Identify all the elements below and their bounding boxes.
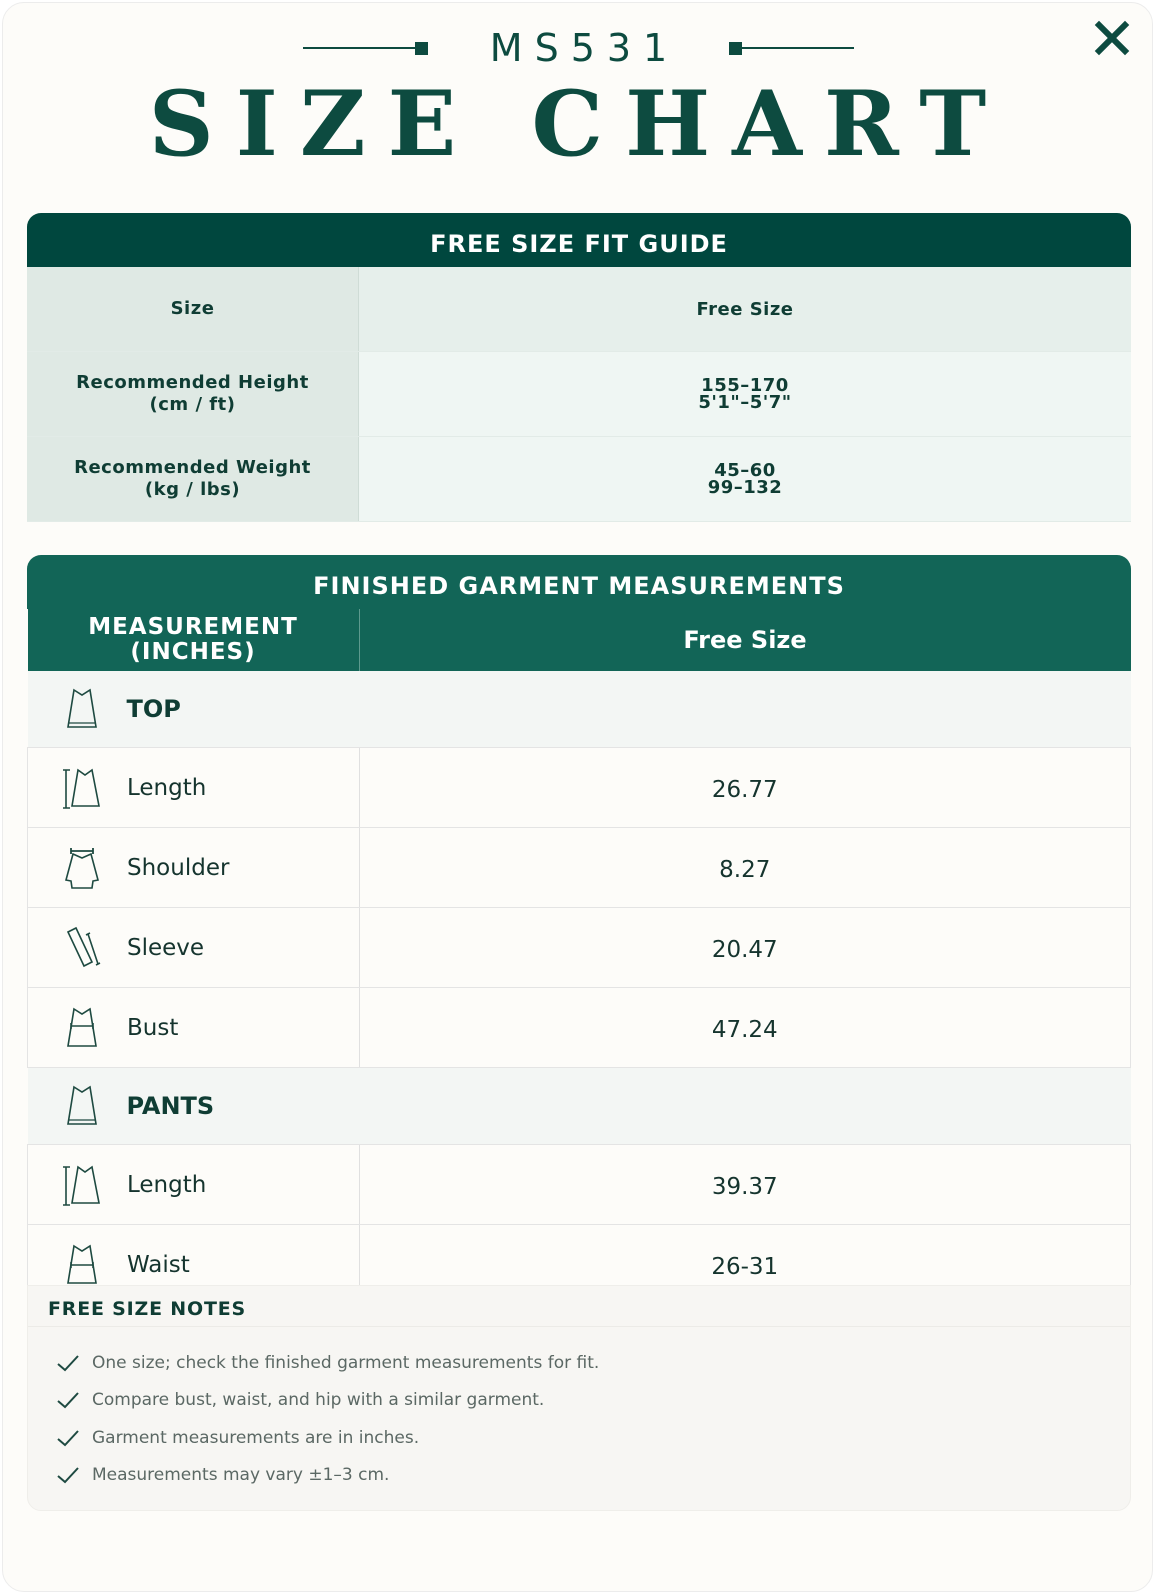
table-row [28, 1145, 1131, 1225]
measurement-value: 26.77 [359, 748, 1131, 828]
notes-divider [28, 1326, 1130, 1327]
measurement-value: 8.27 [359, 828, 1131, 908]
check-icon [56, 1428, 80, 1448]
fit-guide-table [27, 267, 1131, 522]
table-row [28, 748, 1131, 828]
left-deco-line [303, 42, 428, 55]
check-icon [56, 1390, 80, 1410]
fit-row-size [27, 267, 1131, 352]
fit-value: Free Size [359, 267, 1132, 352]
fit-guide-heading: FREE SIZE FIT GUIDE [27, 213, 1131, 267]
model-row [3, 25, 1153, 71]
check-icon [56, 1465, 80, 1485]
fit-value: 45–60 99–132 [359, 437, 1132, 522]
measurement-label: Sleeve [127, 934, 205, 961]
bust-icon [62, 1006, 102, 1050]
model-code: MS531 [489, 26, 680, 70]
notes-heading: FREE SIZE NOTES [48, 1298, 246, 1320]
fit-row-weight [27, 437, 1131, 522]
list-item: One size; check the finished garment measurements for fit. [56, 1344, 599, 1382]
pants-garment-icon [62, 1084, 102, 1128]
notes-panel [27, 1285, 1131, 1511]
notes-list [56, 1344, 599, 1494]
measurement-label: Shoulder [127, 854, 230, 881]
measurement-label: Length [127, 1171, 207, 1198]
waist-icon [62, 1243, 102, 1287]
header [3, 3, 1153, 203]
fit-row-height [27, 352, 1131, 437]
sleeve-icon [62, 926, 102, 970]
garment-header-row [28, 609, 1131, 671]
list-item: Measurements may vary ±1–3 cm. [56, 1457, 599, 1495]
table-row [28, 988, 1131, 1068]
section-label: PANTS [126, 1092, 215, 1120]
garment-table [27, 609, 1131, 1305]
check-icon [56, 1353, 80, 1373]
top-garment-icon [62, 687, 102, 731]
measurement-label: Waist [127, 1251, 190, 1278]
measurement-value: 26-31 [359, 1225, 1131, 1305]
section-pants [28, 1068, 1131, 1145]
measurement-label: Length [127, 774, 207, 801]
measurement-value: 20.47 [359, 908, 1131, 988]
table-row [28, 908, 1131, 988]
garment-heading: FINISHED GARMENT MEASUREMENTS [27, 555, 1131, 609]
section-top [28, 671, 1131, 748]
size-chart-panel [2, 2, 1153, 1592]
shoulder-icon [62, 846, 102, 890]
length-icon [62, 766, 102, 810]
list-item: Garment measurements are in inches. [56, 1419, 599, 1457]
measurement-value: 47.24 [359, 988, 1131, 1068]
right-deco-line [729, 42, 854, 55]
fit-label: Recommended Weight (kg / lbs) [27, 437, 359, 522]
list-item: Compare bust, waist, and hip with a similar garment. [56, 1382, 599, 1420]
fit-label: Recommended Height (cm / ft) [27, 352, 359, 437]
col-measurement: MEASUREMENT (INCHES) [28, 609, 360, 671]
fit-label: Size [27, 267, 359, 352]
col-free-size: Free Size [359, 609, 1131, 671]
length-icon [62, 1163, 102, 1207]
measurement-label: Bust [127, 1014, 179, 1041]
measurement-value: 39.37 [359, 1145, 1131, 1225]
section-label: TOP [126, 695, 181, 723]
page-title: SIZE CHART [148, 71, 1009, 177]
table-row [28, 828, 1131, 908]
fit-value: 155–170 5'1"–5'7" [359, 352, 1132, 437]
